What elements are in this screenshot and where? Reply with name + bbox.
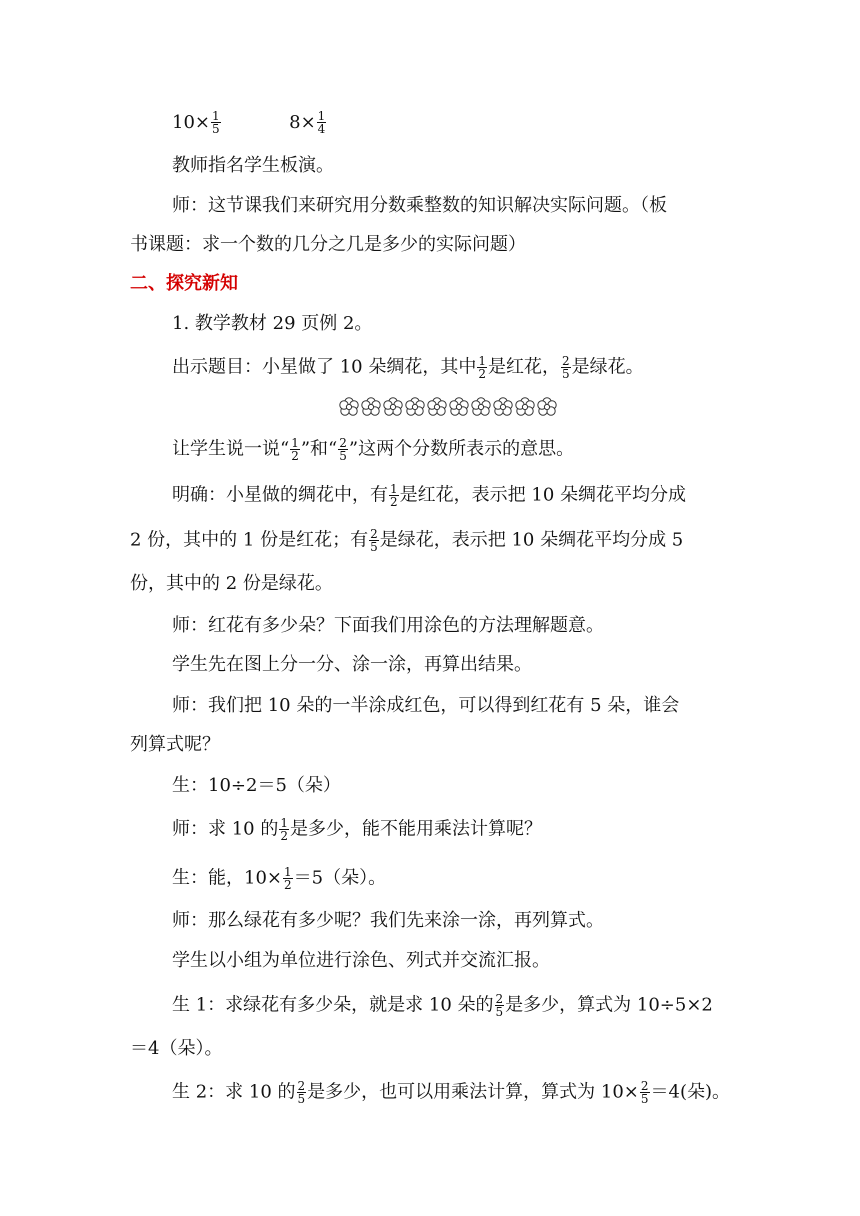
times-sign: × <box>300 111 316 133</box>
text-span: 是绿花，表示把 10 朵绸花平均分成 5 <box>379 529 684 551</box>
numerator: 1 <box>280 816 288 830</box>
silk-flower-icon <box>536 397 558 417</box>
numerator: 2 <box>562 354 570 368</box>
text-line: 师：这节课我们来研究用分数乘整数的知识解决实际问题。（板 <box>172 195 667 216</box>
denominator: 2 <box>280 829 288 843</box>
text-span: 是绿花。 <box>571 356 644 378</box>
text-line: 师：那么绿花有多少呢？我们先来涂一涂，再列算式。 <box>172 910 604 931</box>
numerator: 2 <box>495 992 504 1006</box>
times-sign: × <box>194 111 210 133</box>
numerator: 2 <box>370 527 378 541</box>
silk-flower-icon <box>338 397 360 417</box>
fraction <box>317 110 327 135</box>
text-span: ＝4(朵)。 <box>650 1081 731 1103</box>
numerator: 1 <box>284 865 292 879</box>
text-span: 让学生说一说“ <box>172 438 290 460</box>
fraction <box>389 483 399 508</box>
silk-flower-icon <box>514 397 536 417</box>
text-span: 生 2：求 10 的 <box>172 1081 296 1103</box>
numerator: 1 <box>390 482 398 496</box>
text-span: 是红花， <box>488 356 560 378</box>
text-line: 师：红花有多少朵？下面我们用涂色的方法理解题意。 <box>172 615 604 636</box>
denominator: 5 <box>212 122 220 136</box>
silk-flower-icon <box>492 397 514 417</box>
question-line <box>172 437 574 462</box>
text-span: 是多少，也可以用乘法计算，算式为 10× <box>307 1081 639 1103</box>
answer-mult <box>172 866 386 891</box>
text-span: ”和“ <box>300 438 338 460</box>
text-line: 师：我们把 10 朵的一半涂成红色，可以得到红花有 5 朵，谁会 <box>172 695 680 716</box>
text-span: 是多少，算式为 10÷5×2 <box>505 994 713 1016</box>
silk-flower-icon <box>448 397 470 417</box>
denominator: 5 <box>562 367 570 381</box>
clarify-line-3: 份，其中的 2 份是绿花。 <box>130 573 333 594</box>
text-span: 师：求 10 的 <box>172 818 279 840</box>
student-1-line-1 <box>172 993 713 1018</box>
student-2-line <box>172 1080 730 1105</box>
numerator: 2 <box>640 1079 649 1093</box>
student-1-line-2: ＝4（朵）。 <box>130 1038 223 1059</box>
text-line: 列算式呢？ <box>130 734 220 755</box>
denominator: 5 <box>370 540 378 554</box>
silk-flower-icon <box>382 397 404 417</box>
numerator: 1 <box>478 354 486 368</box>
numerator: 2 <box>339 436 347 450</box>
denominator: 5 <box>339 449 347 463</box>
denominator: 4 <box>317 122 326 136</box>
fraction <box>640 1080 650 1105</box>
text-span: 生 1：求绿花有多少朵，就是求 10 朵的 <box>172 994 494 1016</box>
text-line: 1. 教学教材 29 页例 2。 <box>172 313 373 334</box>
text-span: 是多少，能不能用乘法计算呢？ <box>290 818 542 840</box>
question-mult <box>172 817 542 842</box>
numerator: 1 <box>212 109 220 123</box>
text-span: 明确：小星做的绸花中，有 <box>172 484 388 506</box>
silk-flower-icon <box>426 397 448 417</box>
text-span: ＝5（朵）。 <box>293 867 387 889</box>
text-span: 生：能，10× <box>172 867 282 889</box>
fraction <box>283 866 293 891</box>
fraction <box>211 110 221 135</box>
denominator: 5 <box>640 1092 649 1106</box>
denominator: 5 <box>297 1092 306 1106</box>
silk-flower-icon <box>470 397 492 417</box>
exercise-row <box>172 110 327 135</box>
silk-flower-icon <box>404 397 426 417</box>
fraction <box>561 355 571 380</box>
silk-flower-icon <box>360 397 382 417</box>
denominator: 2 <box>478 367 486 381</box>
denominator: 2 <box>291 449 299 463</box>
fraction <box>338 437 348 462</box>
clarify-line-1 <box>172 483 686 508</box>
text-line: 学生先在图上分一分、涂一涂，再算出结果。 <box>172 654 532 675</box>
fraction <box>297 1080 307 1105</box>
fraction <box>369 528 379 553</box>
numerator: 2 <box>297 1079 306 1093</box>
numerator: 1 <box>317 109 326 123</box>
clarify-line-2 <box>130 528 683 553</box>
denominator: 2 <box>284 878 292 892</box>
text-line: 教师指名学生板演。 <box>172 155 334 176</box>
expr-1-integer: 10 <box>172 111 195 133</box>
denominator: 5 <box>495 1005 504 1019</box>
text-span: ”这两个分数所表示的意思。 <box>348 438 575 460</box>
denominator: 2 <box>390 495 398 509</box>
text-line: 书课题：求一个数的几分之几是多少的实际问题） <box>130 234 526 255</box>
text-line: 学生以小组为单位进行涂色、列式并交流汇报。 <box>172 950 550 971</box>
expr-1 <box>172 109 227 136</box>
text-span: 出示题目：小星做了 10 朵绸花，其中 <box>172 356 477 378</box>
expr-2 <box>289 109 327 136</box>
fraction <box>279 817 289 842</box>
numerator: 1 <box>291 436 299 450</box>
text-line: 生：10÷2＝5（朵） <box>172 775 341 796</box>
fraction <box>290 437 300 462</box>
fraction <box>495 993 505 1018</box>
flower-row <box>338 397 558 417</box>
text-span: 2 份，其中的 1 份是红花；有 <box>130 529 369 551</box>
text-span: 是红花，表示把 10 朵绸花平均分成 <box>399 484 686 506</box>
fraction <box>477 355 487 380</box>
section-heading: 二、探究新知 <box>130 273 238 294</box>
expr-2-integer: 8 <box>289 111 301 133</box>
problem-statement <box>172 355 644 380</box>
